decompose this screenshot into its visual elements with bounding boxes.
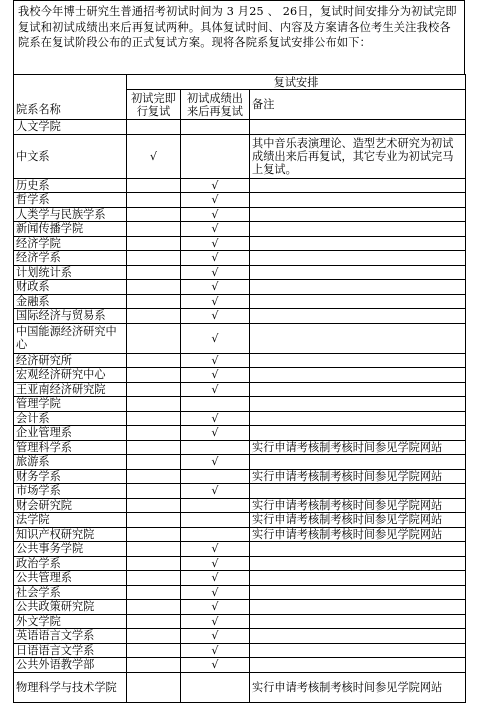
dept-name-cell: 公共政策研究院: [14, 600, 127, 615]
dept-name-cell: 国际经济与贸易系: [14, 309, 127, 324]
table-row: [14, 207, 466, 222]
header-dept: 院系名称: [14, 75, 127, 120]
retest-immediate-cell: [127, 440, 181, 455]
note-cell: [250, 251, 466, 266]
retest-after-results-cell: √: [181, 222, 250, 237]
table-row: [14, 368, 466, 383]
dept-name-cell: 王亚南经济研究院: [14, 382, 127, 397]
retest-immediate-cell: [127, 556, 181, 571]
dept-name-cell: 财务学系: [14, 469, 127, 484]
dept-name-cell: 知识产权研究院: [14, 527, 127, 542]
retest-after-results-cell: √: [181, 643, 250, 658]
note-cell: [250, 265, 466, 280]
retest-after-results-cell: [181, 120, 250, 135]
retest-after-results-cell: √: [181, 251, 250, 266]
retest-immediate-cell: [127, 426, 181, 441]
retest-immediate-cell: [127, 120, 181, 135]
dept-name-cell: 经济学系: [14, 251, 127, 266]
retest-after-results-cell: [181, 527, 250, 542]
retest-after-results-cell: [181, 397, 250, 412]
dept-name-cell: 人类学与民族学系: [14, 207, 127, 222]
table-row: [14, 629, 466, 644]
retest-after-results-cell: √: [181, 353, 250, 368]
retest-after-results-cell: [181, 469, 250, 484]
retest-after-results-cell: √: [181, 658, 250, 673]
retest-after-results-cell: √: [181, 629, 250, 644]
note-cell: [250, 658, 466, 673]
retest-immediate-cell: [127, 614, 181, 629]
retest-after-results-cell: √: [181, 571, 250, 586]
dept-name-cell: 新闻传播学院: [14, 222, 127, 237]
dept-name-cell: 管理科学系: [14, 440, 127, 455]
table-row: [14, 469, 466, 484]
retest-immediate-cell: √: [127, 134, 181, 178]
retest-immediate-cell: [127, 484, 181, 499]
retest-after-results-cell: √: [181, 193, 250, 208]
dept-name-cell: 市场学系: [14, 484, 127, 499]
retest-immediate-cell: [127, 513, 181, 528]
retest-immediate-cell: [127, 265, 181, 280]
retest-after-results-cell: √: [181, 600, 250, 615]
dept-name-cell: 公共外语教学部: [14, 658, 127, 673]
header-col-a: 初试完即行复试: [127, 90, 181, 120]
header-col-c: 备注: [250, 90, 466, 120]
table-row: [14, 120, 466, 135]
table-row: [14, 571, 466, 586]
table-row: [14, 672, 466, 702]
dept-name-cell: 管理学院: [14, 397, 127, 412]
retest-after-results-cell: √: [181, 280, 250, 295]
retest-immediate-cell: [127, 251, 181, 266]
header-col-b: 初试成绩出来后再复试: [181, 90, 250, 120]
retest-after-results-cell: √: [181, 309, 250, 324]
retest-after-results-cell: √: [181, 368, 250, 383]
dept-name-cell: 政治学系: [14, 556, 127, 571]
dept-name-cell: 宏观经济研究中心: [14, 368, 127, 383]
note-cell: [250, 600, 466, 615]
retest-immediate-cell: [127, 294, 181, 309]
retest-immediate-cell: [127, 658, 181, 673]
dept-name-cell: 计划统计系: [14, 265, 127, 280]
retest-after-results-cell: √: [181, 236, 250, 251]
retest-immediate-cell: [127, 498, 181, 513]
retest-immediate-cell: [127, 222, 181, 237]
retest-after-results-cell: √: [181, 542, 250, 557]
dept-name-cell: 外文学院: [14, 614, 127, 629]
header-group: 复试安排: [127, 75, 466, 90]
retest-immediate-cell: [127, 411, 181, 426]
retest-immediate-cell: [127, 207, 181, 222]
retest-after-results-cell: √: [181, 265, 250, 280]
dept-name-cell: 财政系: [14, 280, 127, 295]
table-row: [14, 513, 466, 528]
note-cell: [250, 426, 466, 441]
table-row: [14, 294, 466, 309]
dept-name-cell: 会计系: [14, 411, 127, 426]
retest-immediate-cell: [127, 323, 181, 353]
retest-after-results-cell: √: [181, 382, 250, 397]
retest-immediate-cell: [127, 571, 181, 586]
retest-immediate-cell: [127, 585, 181, 600]
retest-after-results-cell: √: [181, 426, 250, 441]
note-cell: [250, 222, 466, 237]
retest-immediate-cell: [127, 629, 181, 644]
dept-name-cell: 旅游系: [14, 455, 127, 470]
table-row: [14, 643, 466, 658]
table-row: [14, 527, 466, 542]
table-row: [14, 309, 466, 324]
retest-immediate-cell: [127, 469, 181, 484]
retest-after-results-cell: √: [181, 294, 250, 309]
table-row: [14, 353, 466, 368]
retest-after-results-cell: √: [181, 455, 250, 470]
dept-name-cell: 社会学系: [14, 585, 127, 600]
table-row: [14, 426, 466, 441]
table-row: [14, 658, 466, 673]
retest-after-results-cell: [181, 134, 250, 178]
retest-after-results-cell: √: [181, 323, 250, 353]
note-cell: 实行申请考核制考核时间参见学院网站: [250, 469, 466, 484]
note-cell: [250, 484, 466, 499]
note-cell: 实行申请考核制考核时间参见学院网站: [250, 672, 466, 702]
note-cell: [250, 571, 466, 586]
note-cell: [250, 280, 466, 295]
retest-immediate-cell: [127, 382, 181, 397]
table-row: [14, 440, 466, 455]
retest-after-results-cell: [181, 672, 250, 702]
note-cell: [250, 614, 466, 629]
retest-after-results-cell: [181, 440, 250, 455]
note-cell: [250, 236, 466, 251]
retest-immediate-cell: [127, 643, 181, 658]
retest-after-results-cell: [181, 498, 250, 513]
note-cell: 其中音乐表演理论、造型艺术研究为初试成绩出来后再复试，其它专业为初试完马上复试。: [250, 134, 466, 178]
note-cell: [250, 323, 466, 353]
retest-after-results-cell: √: [181, 178, 250, 193]
note-cell: [250, 411, 466, 426]
retest-immediate-cell: [127, 542, 181, 557]
retest-immediate-cell: [127, 368, 181, 383]
dept-name-cell: 经济研究所: [14, 353, 127, 368]
retest-immediate-cell: [127, 280, 181, 295]
table-row: [14, 614, 466, 629]
dept-name-cell: 历史系: [14, 178, 127, 193]
retest-immediate-cell: [127, 236, 181, 251]
note-cell: [250, 178, 466, 193]
note-cell: 实行申请考核制考核时间参见学院网站: [250, 440, 466, 455]
table-row: [14, 498, 466, 513]
dept-name-cell: 日语语言文学系: [14, 643, 127, 658]
retest-immediate-cell: [127, 600, 181, 615]
retest-after-results-cell: √: [181, 556, 250, 571]
dept-name-cell: 物理科学与技术学院: [14, 672, 127, 702]
note-cell: [250, 193, 466, 208]
table-row: [14, 178, 466, 193]
dept-name-cell: 财会研究院: [14, 498, 127, 513]
table-row: [14, 397, 466, 412]
dept-name-cell: 中国能源经济研究中心: [14, 323, 127, 353]
dept-name-cell: 经济学院: [14, 236, 127, 251]
table-row: [14, 236, 466, 251]
retest-after-results-cell: √: [181, 207, 250, 222]
note-cell: [250, 397, 466, 412]
retest-immediate-cell: [127, 672, 181, 702]
dept-name-cell: 英语语言文学系: [14, 629, 127, 644]
intro-paragraph: 我校今年博士研究生普通招考初试时间为 3 月25 、 26日，复试时间安排分为初试完即复试和初试成绩出来后再复试两种。具体复试时间、内容及方案请各位考生关注我校各院系在复试阶段公布的正式复试方案。现将各院系复试安排公布如下：: [13, 0, 465, 74]
retest-immediate-cell: [127, 455, 181, 470]
dept-name-cell: 人文学院: [14, 120, 127, 135]
table-row: [14, 134, 466, 178]
dept-name-cell: 企业管理系: [14, 426, 127, 441]
retest-immediate-cell: [127, 193, 181, 208]
table-row: [14, 542, 466, 557]
table-row: [14, 222, 466, 237]
table-row: [14, 251, 466, 266]
retest-after-results-cell: √: [181, 484, 250, 499]
note-cell: [250, 207, 466, 222]
dept-name-cell: 公共事务学院: [14, 542, 127, 557]
retest-after-results-cell: √: [181, 411, 250, 426]
dept-name-cell: 中文系: [14, 134, 127, 178]
table-row: [14, 280, 466, 295]
header-row-group: [14, 75, 466, 90]
retest-immediate-cell: [127, 353, 181, 368]
retest-after-results-cell: √: [181, 614, 250, 629]
table-row: [14, 484, 466, 499]
note-cell: [250, 294, 466, 309]
table-row: [14, 323, 466, 353]
retest-after-results-cell: √: [181, 585, 250, 600]
table-row: [14, 193, 466, 208]
note-cell: [250, 120, 466, 135]
table-row: [14, 411, 466, 426]
note-cell: 实行申请考核制考核时间参见学院网站: [250, 513, 466, 528]
retest-immediate-cell: [127, 397, 181, 412]
note-cell: 实行申请考核制考核时间参见学院网站: [250, 527, 466, 542]
dept-name-cell: 哲学系: [14, 193, 127, 208]
table-row: [14, 455, 466, 470]
retest-immediate-cell: [127, 178, 181, 193]
note-cell: [250, 556, 466, 571]
note-cell: [250, 585, 466, 600]
retest-immediate-cell: [127, 309, 181, 324]
table-row: [14, 600, 466, 615]
note-cell: [250, 542, 466, 557]
note-cell: [250, 309, 466, 324]
note-cell: 实行申请考核制考核时间参见学院网站: [250, 498, 466, 513]
retest-schedule-table: [13, 74, 466, 703]
note-cell: [250, 629, 466, 644]
table-row: [14, 556, 466, 571]
note-cell: [250, 382, 466, 397]
table-row: [14, 265, 466, 280]
note-cell: [250, 368, 466, 383]
dept-name-cell: 法学院: [14, 513, 127, 528]
retest-after-results-cell: [181, 513, 250, 528]
table-row: [14, 585, 466, 600]
note-cell: [250, 455, 466, 470]
dept-name-cell: 公共管理系: [14, 571, 127, 586]
dept-name-cell: 金融系: [14, 294, 127, 309]
note-cell: [250, 353, 466, 368]
table-row: [14, 382, 466, 397]
note-cell: [250, 643, 466, 658]
retest-immediate-cell: [127, 527, 181, 542]
